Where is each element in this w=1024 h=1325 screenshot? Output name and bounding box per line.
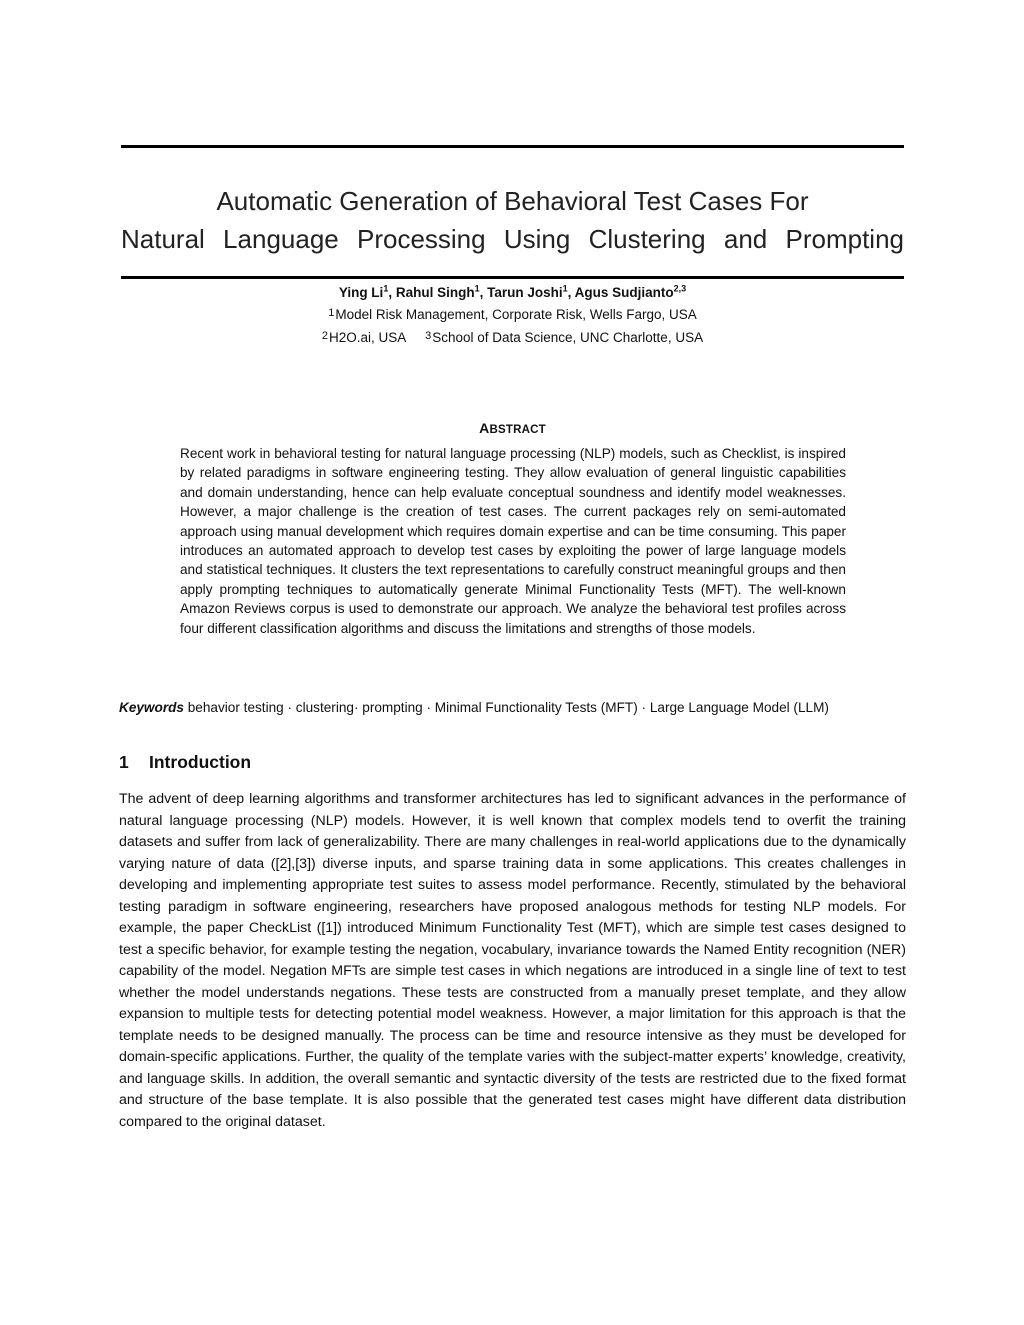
keywords-text: behavior testing · clustering· prompting · Minimal Functionality Tests (MFT) · Large Language Model (LLM) (183, 700, 829, 715)
affiliation-line-1 (121, 306, 904, 324)
author-list: Ying Li$^1$, Rahul Singh$^1$, Tarun Joshi$^1$, Agus Sudjianto$^{2,3}$ (338, 283, 687, 300)
keywords-label: Keywords (119, 700, 184, 715)
affiliation-line-2 (121, 329, 904, 347)
affiliation-mark: 2 (321, 330, 329, 342)
author-name: Tarun Joshi (487, 285, 563, 300)
abstract-heading-initial: A (479, 420, 490, 436)
author-affiliation-mark: 1 (474, 283, 480, 294)
affiliation-text: School of Data Science, UNC Charlotte, USA (432, 330, 704, 345)
author-affiliation-mark: 1 (562, 283, 568, 294)
section-number: 1 (119, 752, 129, 772)
abstract-heading-rest: BSTRACT (489, 424, 546, 436)
abstract-text: Recent work in behavioral testing for natural language processing (NLP) models, such as Checklist, is inspired by related paradigms in software engineering testing. They allow evaluation of general linguistic capabilities and domain understanding, hence can help evaluate conceptual soundness and identify model weaknesses. However, a major challenge is the creation of test cases. The current packages rely on semi-automated approach using manual development which requires domain expertise and can be time consuming. This paper introduces an automated approach to develop test cases by exploiting the power of large language models and statistical techniques. It clusters the text representations to carefully construct meaningful groups and then apply prompting techniques to automatically generate Minimal Functionality Tests (MFT). The well-known Amazon Reviews corpus is used to demonstrate our approach. We analyze the behavioral test profiles across four different classification algorithms and discuss the limitations and strengths of those models. (180, 446, 846, 636)
abstract-heading (121, 420, 904, 436)
author-name: Rahul Singh (395, 285, 475, 300)
affiliation-mark: 3 (425, 330, 432, 342)
top-rule (121, 145, 904, 148)
affiliation-mark: 1 (328, 307, 335, 319)
section-heading-introduction (119, 751, 251, 773)
author-affiliation-mark: 1 (383, 283, 389, 294)
affiliation-text: H2O.ai, USA (329, 330, 407, 345)
paper-title-line-2: Natural Language Processing Using Clustering and Prompting (121, 224, 904, 254)
section-title: Introduction (149, 752, 252, 772)
bottom-title-rule (121, 276, 904, 279)
author-name: Ying Li (338, 285, 384, 300)
keywords-line (119, 698, 909, 717)
author-name: Agus Sudjianto (574, 285, 674, 300)
paper-title-line-1: Automatic Generation of Behavioral Test Cases For (216, 186, 809, 216)
author-affiliation-mark: 2,3 (673, 283, 687, 294)
affiliation-text: Model Risk Management, Corporate Risk, Wells Fargo, USA (335, 307, 697, 322)
introduction-paragraph: The advent of deep learning algorithms and transformer architectures has led to significant advances in the performance of natural language processing (NLP) models. However, it is well known that complex models tend to overfit the training datasets and suffer from lack of generalizability. There are many challenges in real-world applications due to the dynamically varying nature of data ([2],[3]) diverse inputs, and sparse training data in some applications. This creates challenges in developing and implementing appropriate test suites to assess model performance. Recently, stimulated by the behavioral testing paradigm in software engineering, researchers have proposed analogous methods for testing NLP models. For example, the paper CheckList ([1]) introduced Minimum Functionality Test (MFT), which are simple test cases designed to test a specific behavior, for example testing the negation, vocabulary, invariance towards the Named Entity recognition (NER) capability of the model. Negation MFTs are simple test cases in which negations are introduced in a single line of text to test whether the model understands negations. These tests are constructed from a manually preset template, and they allow expansion to multiple tests for detecting potential model weakness. However, a major limitation for this approach is that the template needs to be designed manually. The process can be time and resource intensive as they must be developed for domain-specific applications. Further, the quality of the template varies with the subject-matter experts’ knowledge, creativity, and language skills. In addition, the overall semantic and syntactic diversity of the tests are restricted due to the fixed format and structure of the base template. It is also possible that the generated test cases might have different data distribution compared to the original dataset. (119, 791, 906, 1130)
